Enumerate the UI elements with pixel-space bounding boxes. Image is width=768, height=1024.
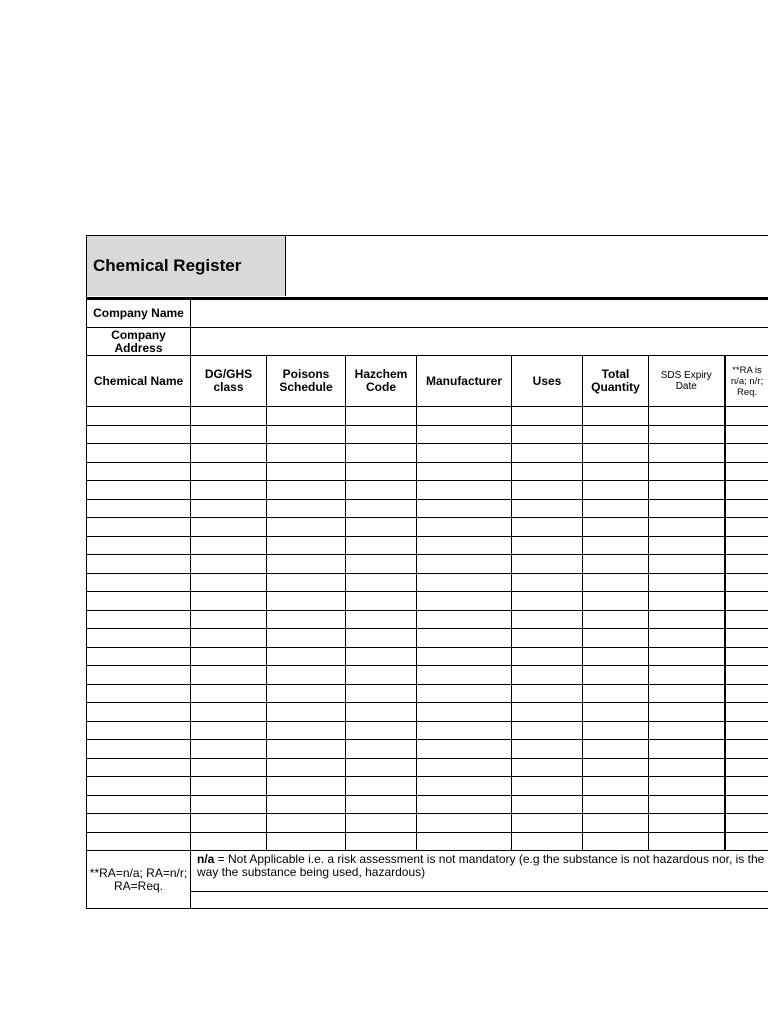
table-cell[interactable] [267, 555, 346, 574]
table-cell[interactable] [87, 499, 191, 518]
table-cell[interactable] [649, 536, 725, 555]
table-cell[interactable] [583, 684, 649, 703]
table-cell[interactable] [649, 462, 725, 481]
footnote-key: **RA=n/a; RA=n/r; RA=Req. [87, 851, 191, 909]
table-cell[interactable] [512, 610, 583, 629]
table-cell[interactable] [267, 444, 346, 463]
table-cell[interactable] [346, 499, 417, 518]
table-row [87, 518, 768, 537]
table-cell[interactable] [87, 647, 191, 666]
table-cell[interactable] [417, 758, 512, 777]
table-cell[interactable] [191, 499, 267, 518]
table-cell[interactable] [583, 721, 649, 740]
table-cell[interactable] [512, 518, 583, 537]
table-cell[interactable] [191, 814, 267, 833]
company-name-label: Company Name [87, 300, 191, 328]
table-cell[interactable] [583, 758, 649, 777]
table-cell[interactable] [417, 740, 512, 759]
table-cell[interactable] [725, 666, 768, 685]
table-row [87, 814, 768, 833]
table-cell[interactable] [512, 407, 583, 426]
table-cell[interactable] [267, 666, 346, 685]
table-cell[interactable] [87, 703, 191, 722]
table-cell[interactable] [191, 425, 267, 444]
table-row [87, 592, 768, 611]
table-cell[interactable] [583, 795, 649, 814]
chemical-register-form [86, 235, 768, 909]
table-cell[interactable] [649, 740, 725, 759]
table-cell[interactable] [267, 721, 346, 740]
table-cell[interactable] [346, 573, 417, 592]
table-cell[interactable] [649, 407, 725, 426]
table-cell[interactable] [649, 610, 725, 629]
table-cell[interactable] [649, 425, 725, 444]
table-cell[interactable] [346, 592, 417, 611]
table-cell[interactable] [191, 629, 267, 648]
table-cell[interactable] [346, 407, 417, 426]
table-cell[interactable] [725, 740, 768, 759]
table-cell[interactable] [267, 832, 346, 851]
col-header-chemical-name: Chemical Name [87, 356, 191, 407]
table-cell[interactable] [191, 444, 267, 463]
table-cell[interactable] [725, 814, 768, 833]
table-cell[interactable] [417, 536, 512, 555]
table-cell[interactable] [191, 573, 267, 592]
table-cell[interactable] [191, 481, 267, 500]
company-name-row [87, 300, 768, 328]
table-cell[interactable] [87, 444, 191, 463]
table-row [87, 629, 768, 648]
table-cell[interactable] [417, 832, 512, 851]
col-header-manufacturer: Manufacturer [417, 356, 512, 407]
table-cell[interactable] [725, 481, 768, 500]
table-cell[interactable] [512, 832, 583, 851]
table-cell[interactable] [725, 536, 768, 555]
table-row [87, 555, 768, 574]
company-address-field[interactable] [191, 328, 768, 356]
table-cell[interactable] [346, 721, 417, 740]
table-cell[interactable] [725, 444, 768, 463]
title-blank-area [287, 236, 768, 296]
table-cell[interactable] [649, 481, 725, 500]
table-cell[interactable] [417, 444, 512, 463]
table-cell[interactable] [649, 444, 725, 463]
table-cell[interactable] [87, 777, 191, 796]
table-cell[interactable] [417, 573, 512, 592]
table-cell[interactable] [191, 610, 267, 629]
table-row [87, 740, 768, 759]
table-cell[interactable] [346, 814, 417, 833]
table-cell[interactable] [512, 462, 583, 481]
table-cell[interactable] [512, 684, 583, 703]
table-cell[interactable] [583, 592, 649, 611]
table-cell[interactable] [346, 518, 417, 537]
table-cell[interactable] [191, 684, 267, 703]
table-cell[interactable] [87, 758, 191, 777]
table-cell[interactable] [512, 425, 583, 444]
table-cell[interactable] [417, 407, 512, 426]
table-cell[interactable] [512, 555, 583, 574]
table-cell[interactable] [725, 592, 768, 611]
table-cell[interactable] [417, 684, 512, 703]
table-cell[interactable] [725, 795, 768, 814]
table-cell[interactable] [512, 647, 583, 666]
table-row [87, 481, 768, 500]
table-cell[interactable] [267, 481, 346, 500]
table-cell[interactable] [649, 592, 725, 611]
table-cell[interactable] [267, 407, 346, 426]
table-cell[interactable] [725, 499, 768, 518]
table-cell[interactable] [87, 592, 191, 611]
table-cell[interactable] [267, 629, 346, 648]
table-cell[interactable] [649, 684, 725, 703]
table-cell[interactable] [87, 425, 191, 444]
table-cell[interactable] [346, 795, 417, 814]
table-cell[interactable] [191, 518, 267, 537]
table-cell[interactable] [649, 666, 725, 685]
table-cell[interactable] [583, 425, 649, 444]
table-cell[interactable] [417, 703, 512, 722]
table-cell[interactable] [87, 795, 191, 814]
table-cell[interactable] [417, 721, 512, 740]
table-cell[interactable] [267, 777, 346, 796]
table-cell[interactable] [583, 666, 649, 685]
table-cell[interactable] [87, 610, 191, 629]
table-cell[interactable] [649, 499, 725, 518]
table-cell[interactable] [267, 758, 346, 777]
table-cell[interactable] [346, 462, 417, 481]
table-cell[interactable] [649, 814, 725, 833]
table-cell[interactable] [191, 555, 267, 574]
table-cell[interactable] [417, 518, 512, 537]
table-row [87, 647, 768, 666]
table-cell[interactable] [87, 462, 191, 481]
table-cell[interactable] [346, 703, 417, 722]
table-cell[interactable] [725, 647, 768, 666]
table-cell[interactable] [583, 481, 649, 500]
table-cell[interactable] [191, 407, 267, 426]
table-cell[interactable] [512, 592, 583, 611]
table-cell[interactable] [87, 684, 191, 703]
table-cell[interactable] [512, 740, 583, 759]
table-cell[interactable] [267, 795, 346, 814]
table-cell[interactable] [417, 555, 512, 574]
table-cell[interactable] [87, 518, 191, 537]
table-cell[interactable] [87, 721, 191, 740]
table-row [87, 407, 768, 426]
table-cell[interactable] [267, 573, 346, 592]
table-cell[interactable] [191, 832, 267, 851]
table-cell[interactable] [87, 573, 191, 592]
table-row [87, 462, 768, 481]
col-header-poisons-schedule: Poisons Schedule [267, 356, 346, 407]
table-cell[interactable] [417, 462, 512, 481]
table-cell[interactable] [191, 536, 267, 555]
table-row [87, 721, 768, 740]
table-cell[interactable] [583, 647, 649, 666]
table-cell[interactable] [87, 481, 191, 500]
table-cell[interactable] [725, 832, 768, 851]
table-cell[interactable] [649, 832, 725, 851]
table-cell[interactable] [725, 407, 768, 426]
footnote-description: = Not Applicable i.e. a risk assessment is not mandatory (e.g the substance is not hazardous nor, is the way the substance being used, hazardous) [197, 852, 765, 879]
col-header-dg-ghs-class: DG/GHS class [191, 356, 267, 407]
table-row [87, 777, 768, 796]
table-cell[interactable] [583, 703, 649, 722]
table-cell[interactable] [417, 795, 512, 814]
table-cell[interactable] [267, 647, 346, 666]
table-cell[interactable] [87, 666, 191, 685]
table-cell[interactable] [191, 647, 267, 666]
col-header-uses: Uses [512, 356, 583, 407]
document-title: Chemical Register [87, 236, 286, 296]
table-cell[interactable] [191, 795, 267, 814]
column-header-row [87, 356, 768, 407]
table-cell[interactable] [267, 814, 346, 833]
table-cell[interactable] [267, 425, 346, 444]
table-cell[interactable] [725, 721, 768, 740]
table-cell[interactable] [583, 814, 649, 833]
table-cell[interactable] [267, 592, 346, 611]
table-cell[interactable] [649, 647, 725, 666]
company-address-row [87, 328, 768, 356]
table-cell[interactable] [512, 795, 583, 814]
table-cell[interactable] [346, 647, 417, 666]
table-cell[interactable] [725, 573, 768, 592]
table-cell[interactable] [512, 536, 583, 555]
table-cell[interactable] [583, 777, 649, 796]
table-cell[interactable] [512, 721, 583, 740]
table-cell[interactable] [725, 777, 768, 796]
footnote-text-cell [191, 851, 768, 892]
table-cell[interactable] [583, 629, 649, 648]
table-cell[interactable] [512, 499, 583, 518]
table-cell[interactable] [725, 758, 768, 777]
table-cell[interactable] [191, 703, 267, 722]
table-cell[interactable] [649, 518, 725, 537]
table-cell[interactable] [512, 666, 583, 685]
table-cell[interactable] [87, 555, 191, 574]
table-cell[interactable] [267, 703, 346, 722]
table-cell[interactable] [649, 703, 725, 722]
table-cell[interactable] [725, 684, 768, 703]
company-address-label: Company Address [87, 328, 191, 356]
table-cell[interactable] [512, 703, 583, 722]
table-cell[interactable] [346, 832, 417, 851]
table-cell[interactable] [417, 499, 512, 518]
table-row [87, 795, 768, 814]
table-cell[interactable] [417, 481, 512, 500]
table-cell[interactable] [725, 703, 768, 722]
table-cell[interactable] [191, 740, 267, 759]
register-table [86, 299, 768, 909]
table-row [87, 832, 768, 851]
register-entries [87, 407, 768, 851]
table-cell[interactable] [267, 462, 346, 481]
table-cell[interactable] [191, 721, 267, 740]
table-cell[interactable] [512, 629, 583, 648]
table-cell[interactable] [191, 758, 267, 777]
col-header-ra: **RA is n/a; n/r; Req. [725, 356, 768, 407]
table-cell[interactable] [191, 592, 267, 611]
table-cell[interactable] [417, 647, 512, 666]
table-cell[interactable] [267, 536, 346, 555]
table-cell[interactable] [267, 684, 346, 703]
table-cell[interactable] [583, 573, 649, 592]
table-cell[interactable] [346, 684, 417, 703]
table-cell[interactable] [346, 425, 417, 444]
table-row [87, 684, 768, 703]
company-name-field[interactable] [191, 300, 768, 328]
table-cell[interactable] [87, 814, 191, 833]
table-row [87, 573, 768, 592]
title-row [86, 235, 768, 299]
table-cell[interactable] [346, 740, 417, 759]
table-cell[interactable] [417, 777, 512, 796]
table-cell[interactable] [583, 499, 649, 518]
table-cell[interactable] [346, 629, 417, 648]
table-cell[interactable] [512, 814, 583, 833]
table-cell[interactable] [417, 425, 512, 444]
table-row [87, 610, 768, 629]
table-cell[interactable] [583, 462, 649, 481]
table-cell[interactable] [87, 629, 191, 648]
table-cell[interactable] [417, 610, 512, 629]
table-cell[interactable] [87, 536, 191, 555]
table-cell[interactable] [512, 777, 583, 796]
table-cell[interactable] [87, 740, 191, 759]
table-cell[interactable] [346, 555, 417, 574]
col-header-hazchem-code: Hazchem Code [346, 356, 417, 407]
table-cell[interactable] [583, 832, 649, 851]
table-cell[interactable] [583, 536, 649, 555]
table-cell[interactable] [725, 610, 768, 629]
table-cell[interactable] [346, 610, 417, 629]
table-cell[interactable] [583, 407, 649, 426]
table-cell[interactable] [191, 462, 267, 481]
table-cell[interactable] [725, 425, 768, 444]
table-cell[interactable] [346, 481, 417, 500]
table-cell[interactable] [267, 499, 346, 518]
table-cell[interactable] [583, 518, 649, 537]
table-row [87, 425, 768, 444]
table-cell[interactable] [583, 555, 649, 574]
table-cell[interactable] [346, 536, 417, 555]
table-cell[interactable] [512, 444, 583, 463]
table-cell[interactable] [649, 795, 725, 814]
table-cell[interactable] [346, 758, 417, 777]
table-cell[interactable] [417, 592, 512, 611]
table-cell[interactable] [346, 666, 417, 685]
footnote-term: n/a [197, 852, 215, 866]
table-cell[interactable] [583, 610, 649, 629]
table-cell[interactable] [346, 444, 417, 463]
table-cell[interactable] [725, 629, 768, 648]
table-cell[interactable] [725, 462, 768, 481]
table-cell[interactable] [87, 407, 191, 426]
table-row [87, 666, 768, 685]
table-cell[interactable] [649, 721, 725, 740]
table-cell[interactable] [583, 740, 649, 759]
table-cell[interactable] [649, 555, 725, 574]
table-row [87, 536, 768, 555]
table-row [87, 444, 768, 463]
table-cell[interactable] [417, 666, 512, 685]
table-cell[interactable] [649, 777, 725, 796]
table-cell[interactable] [417, 814, 512, 833]
col-header-sds-expiry-date: SDS Expiry Date [649, 356, 725, 407]
table-cell[interactable] [191, 666, 267, 685]
table-cell[interactable] [649, 758, 725, 777]
table-row [87, 703, 768, 722]
table-cell[interactable] [512, 573, 583, 592]
table-cell[interactable] [267, 740, 346, 759]
table-row [87, 499, 768, 518]
table-cell[interactable] [346, 777, 417, 796]
table-row [87, 758, 768, 777]
table-cell[interactable] [649, 629, 725, 648]
table-cell[interactable] [87, 832, 191, 851]
table-cell[interactable] [725, 555, 768, 574]
table-cell[interactable] [512, 481, 583, 500]
footnote-row [87, 851, 768, 892]
table-cell[interactable] [512, 758, 583, 777]
table-cell[interactable] [191, 777, 267, 796]
col-header-total-quantity: Total Quantity [583, 356, 649, 407]
table-cell[interactable] [583, 444, 649, 463]
table-cell[interactable] [417, 629, 512, 648]
table-cell[interactable] [267, 610, 346, 629]
table-cell[interactable] [649, 573, 725, 592]
table-cell[interactable] [267, 518, 346, 537]
table-cell[interactable] [725, 518, 768, 537]
footnote-blank-cell [191, 892, 768, 909]
